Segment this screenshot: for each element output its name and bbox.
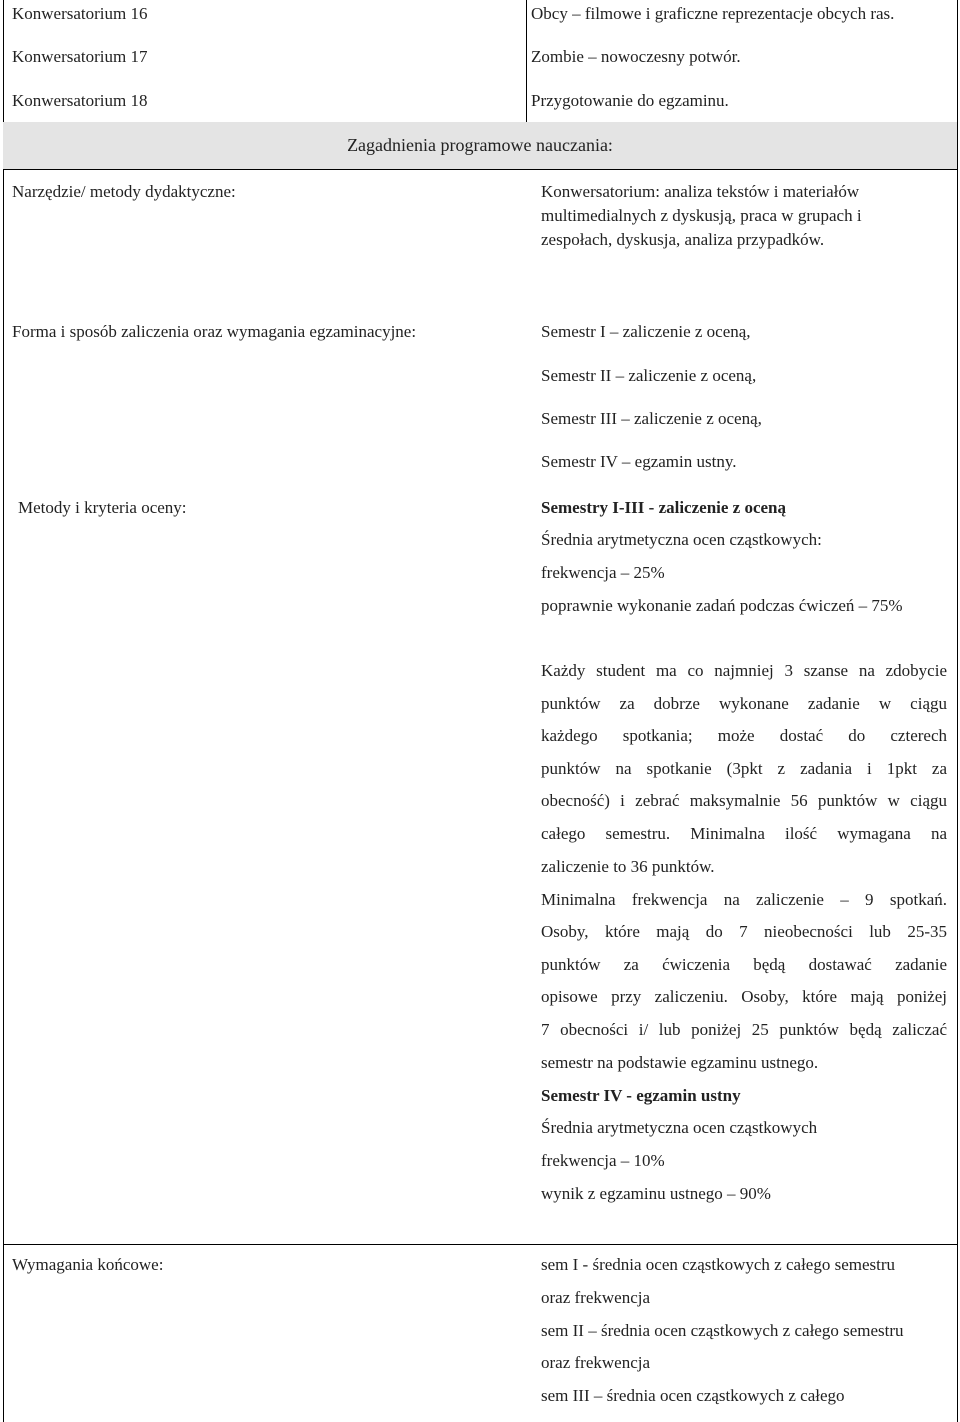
final-label: Wymagania końcowe: [12,1255,164,1274]
criteria-attendance: frekwencja – 25% [541,563,665,582]
criteria-intro-2: Średnia arytmetyczna ocen cząstkowych [541,1118,818,1137]
tools-line: zespołach, dyskusja, analiza przypadków. [541,230,825,249]
final-line: oraz frekwencja [541,1288,651,1307]
session-topic: Obcy – filmowe i graficzne reprezentacje obcych ras. [531,4,895,23]
table-border-right [957,0,958,1422]
form-line: Semestr IV – egzamin ustny. [541,452,737,471]
criteria-heading-1: Semestry I-III - zaliczenie z oceną [541,498,787,517]
criteria-paragraph-line: każdego spotkania; może dostać do czterech [541,726,947,745]
final-line: sem II – średnia ocen cząstkowych z całego semestru [541,1321,904,1340]
session-topic: Zombie – nowoczesny potwór. [531,47,741,66]
criteria-intro: Średnia arytmetyczna ocen cząstkowych: [541,530,822,549]
session-label: Konwersatorium 17 [12,47,148,66]
criteria-heading-2: Semestr IV - egzamin ustny [541,1086,741,1105]
tools-line: Konwersatorium: analiza tekstów i materiałów [541,182,860,201]
criteria-paragraph-line: opisowe przy zaliczeniu. Osoby, które mają poniżej [541,987,947,1006]
column-divider-sessions [526,0,527,122]
form-line: Semestr II – zaliczenie z oceną, [541,366,757,385]
criteria-paragraph-line: obecność) i zebrać maksymalnie 56 punktów w ciągu [541,791,947,810]
criteria-paragraph-line: semestr na podstawie egzaminu ustnego. [541,1053,819,1072]
form-line: Semestr I – zaliczenie z oceną, [541,322,751,341]
session-label: Konwersatorium 16 [12,4,148,23]
session-topic: Przygotowanie do egzaminu. [531,91,729,110]
criteria-paragraph-line: punktów za ćwiczenia będą dostawać zadanie [541,955,947,974]
table-border-left [3,0,4,1422]
criteria-paragraph-line: 7 obecności i/ lub poniżej 25 punktów będą zaliczać [541,1020,947,1039]
tools-label: Narzędzie/ metody dydaktyczne: [12,182,236,201]
final-line: sem III – średnia ocen cząstkowych z całego [541,1386,845,1405]
session-label: Konwersatorium 18 [12,91,148,110]
final-line: sem I - średnia ocen cząstkowych z całego semestru [541,1255,896,1274]
criteria-paragraph-line: Osoby, które mają do 7 nieobecności lub 25-35 [541,922,947,941]
criteria-paragraph-line: zaliczenie to 36 punktów. [541,857,715,876]
final-line: oraz frekwencja [541,1353,651,1372]
criteria-paragraph-line: punktów za dobrze wykonane zadanie w ciągu [541,694,947,713]
criteria-attendance-2: frekwencja – 10% [541,1151,665,1170]
criteria-tasks: poprawnie wykonanie zadań podczas ćwiczeń – 75% [541,596,903,615]
criteria-paragraph-line: Każdy student ma co najmniej 3 szanse na zdobycie [541,661,947,680]
form-label: Forma i sposób zaliczenia oraz wymagania egzaminacyjne: [12,322,417,341]
criteria-paragraph-line: Minimalna frekwencja na zaliczenie – 9 spotkań. [541,890,947,909]
tools-line: multimedialnych z dyskusją, praca w grupach i [541,206,862,225]
criteria-paragraph-line: punktów na spotkanie (3pkt z zadania i 1pkt za [541,759,947,778]
criteria-paragraph-line: całego semestru. Minimalna ilość wymagana na [541,824,947,843]
program-heading: Zagadnienia programowe nauczania: [347,135,613,155]
criteria-exam: wynik z egzaminu ustnego – 90% [541,1184,771,1203]
criteria-label: Metody i kryteria oceny: [18,498,187,517]
form-line: Semestr III – zaliczenie z oceną, [541,409,762,428]
row-divider-final [3,1244,958,1245]
row-divider-heading [3,169,958,170]
